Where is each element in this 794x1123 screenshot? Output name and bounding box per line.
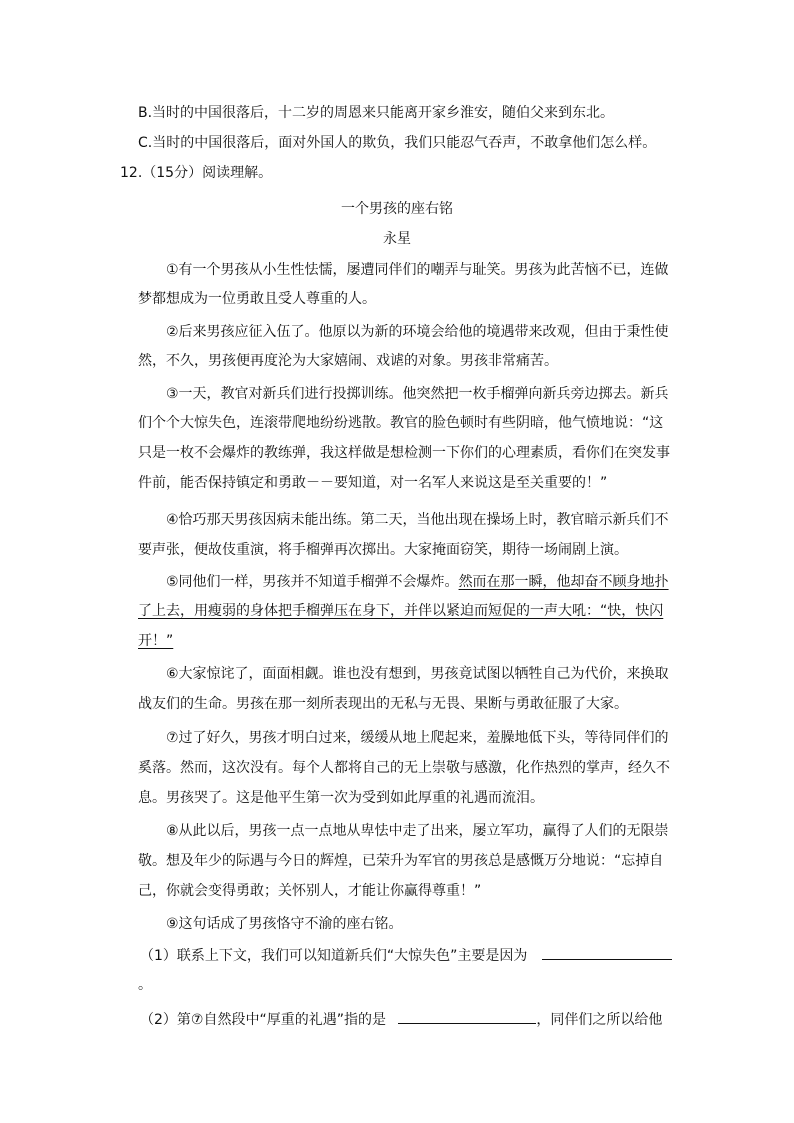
paragraph-3-line-4: 件前，能否保持镇定和勇敢－－要知道，对一名军人来说这是至关重要的！” xyxy=(138,475,608,491)
paragraph-5-line-1 xyxy=(166,572,669,592)
paragraph-7-line-1: ⑦过了好久，男孩才明白过来，缓缓从地上爬起来，羞臊地低下头，等待同伴们的 xyxy=(166,730,669,746)
paragraph-2-line-2: 然，不久，男孩便再度沦为大家嬉闹、戏谑的对象。男孩非常痛苦。 xyxy=(138,353,558,369)
paragraph-1-line-2: 梦都想成为一位勇敢且受人尊重的人。 xyxy=(138,291,376,307)
paragraph-3-line-2: 们个个大惊失色，连滚带爬地纷纷逃散。教官的脸色顿时有些阴暗，他气愤地说：“这 xyxy=(138,415,664,431)
subquestion-2-answer-blank[interactable] xyxy=(398,1009,536,1024)
paragraph-3-line-1: ③一天，教官对新兵们进行投掷训练。他突然把一枚手榴弹向新兵旁边掷去。新兵 xyxy=(166,386,669,402)
subquestion-1-answer-blank[interactable] xyxy=(542,945,672,960)
paragraph-7-line-2: 奚落。然而，这次没有。每个人都将自己的无上崇敬与感激，化作热烈的掌声，经久不 xyxy=(138,760,670,776)
question-12-header: 12.（15分）阅读理解。 xyxy=(120,165,273,181)
paragraph-8-line-3: 己，你就会变得勇敢；关怀别人，才能让你赢得尊重！” xyxy=(138,883,482,899)
subquestion-1-end: 。 xyxy=(138,977,152,993)
paragraph-6-line-2: 战友们的生命。男孩在那一刻所表现出的无私与无畏、果断与勇敢征服了大家。 xyxy=(138,696,628,712)
option-c: C.当时的中国很落后，面对外国人的欺负，我们只能忍气吞声，不敢拿他们怎么样。 xyxy=(138,135,657,151)
paragraph-8-line-1: ⑧从此以后，男孩一点一点地从卑怯中走了出来，屡立军功，赢得了人们的无限崇 xyxy=(166,823,669,839)
paragraph-3-line-3: 只是一枚不会爆炸的教练弹，我这样做是想检测一下你们的心理素质，看你们在突发事 xyxy=(138,445,670,461)
paragraph-9: ⑨这句话成了男孩恪守不渝的座右铭。 xyxy=(166,916,403,932)
paragraph-5-line-2 xyxy=(138,601,663,621)
underlined-sentence-part-2: 了上去，用瘦弱的身体把手榴弹压在身下，并伴以紧迫而短促的一声大吼：“快，快闪 xyxy=(138,603,664,619)
paragraph-4-line-2: 要声张，便故伎重演，将手榴弹再次掷出。大家掩面窃笑，期待一场闹剧上演。 xyxy=(138,542,628,558)
subquestion-1 xyxy=(140,945,672,966)
paragraph-5-plain-text: ⑤同他们一样，男孩并不知道手榴弹不会爆炸。 xyxy=(166,574,459,590)
paragraph-5-line-3 xyxy=(138,631,173,651)
paragraph-7-line-3: 息。男孩哭了。这是他平生第一次为受到如此厚重的礼遇而流泪。 xyxy=(138,790,544,806)
option-b: B.当时的中国很落后，十二岁的周恩来只能离开家乡淮安，随伯父来到东北。 xyxy=(138,105,615,121)
subquestion-1-text: （1）联系上下文，我们可以知道新兵们“大惊失色”主要是因为 xyxy=(140,948,528,964)
underlined-sentence-part-1: 然而在那一瞬，他却奋不顾身地扑 xyxy=(458,574,669,590)
article-title: 一个男孩的座右铭 xyxy=(341,201,453,217)
paragraph-6-line-1: ⑥大家惊诧了，面面相觑。谁也没有想到，男孩竟试图以牺牲自己为代价，来换取 xyxy=(166,666,669,682)
article-author: 永星 xyxy=(383,231,411,247)
subquestion-2-tail: ，同伴们之所以给他 xyxy=(536,1012,663,1028)
paragraph-1-line-1: ①有一个男孩从小生性怯懦，屡遭同伴们的嘲弄与耻笑。男孩为此苦恼不已，连做 xyxy=(166,262,669,278)
paragraph-8-line-2: 敬。想及年少的际遇与今日的辉煌，已荣升为军官的男孩总是感慨万分地说：“忘掉自 xyxy=(138,853,664,869)
paragraph-4-line-1: ④恰巧那天男孩因病未能出练。第二天，当他出现在操场上时，教官暗示新兵们不 xyxy=(166,512,669,528)
subquestion-2 xyxy=(140,1009,662,1030)
paragraph-2-line-1: ②后来男孩应征入伍了。他原以为新的环境会给他的境遇带来改观，但由于秉性使 xyxy=(166,324,669,340)
subquestion-2-text: （2）第⑦自然段中“厚重的礼遇”指的是 xyxy=(140,1012,386,1028)
underlined-sentence-part-3: 开！” xyxy=(138,633,174,649)
